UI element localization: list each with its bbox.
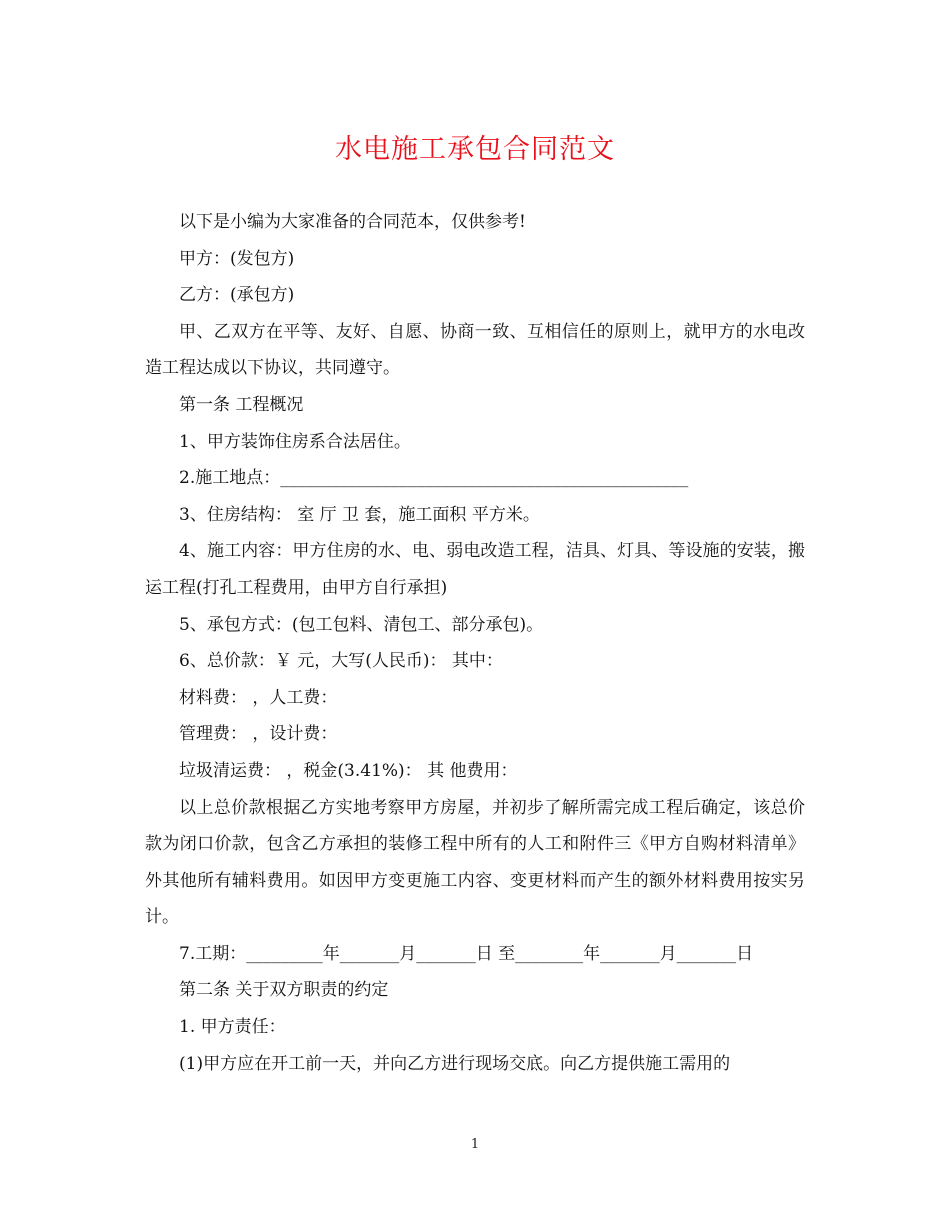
price-explanation: 以上总价款根据乙方实地考察甲方房屋，并初步了解所需完成工程后确定，该总价款为闭口价款，包含乙方承担的装修工程中所有的人工和附件三《甲方自购材料清单》外其他所有辅料费用。如因甲方变更施工内容、变更材料而产生的额外材料费用按实另计。: [145, 797, 805, 928]
party-a-line: 甲方：(发包方): [179, 248, 295, 269]
cost-management-design: 管理费： ，设计费：: [179, 724, 338, 745]
party-a-responsibility-heading: 1. 甲方责任：: [179, 1017, 286, 1038]
article-2-heading: 第二条 关于双方职责的约定: [179, 980, 389, 1001]
document-title: 水电施工承包合同范文: [335, 134, 615, 165]
intro-paragraph: 以下是小编为大家准备的合同范本，仅供参考!: [179, 212, 526, 232]
party-a-responsibility-1: (1)甲方应在开工前一天，并向乙方进行现场交底。向乙方提供施工需用的: [179, 1053, 731, 1074]
clause-1-1: 1、甲方装饰住房系合法居住。: [179, 431, 411, 452]
clause-construction-site: 2.施工地点：________________________________________________: [179, 468, 689, 489]
clause-total-price: 6、总价款：￥ 元，大写(人民币)： 其中：: [179, 651, 503, 672]
cost-waste-tax-other: 垃圾清运费： ，税金(3.41%)： 其 他费用：: [179, 760, 518, 781]
document-body: [145, 204, 805, 1082]
page-number: 1: [470, 1137, 480, 1152]
clause-housing-structure: 3、住房结构： 室 厅 卫 套，施工面积 平方米。: [179, 504, 540, 525]
agreement-preamble: 甲、乙双方在平等、友好、自愿、协商一致、互相信任的原则上，就甲方的水电改造工程达成以下协议，共同遵守。: [145, 321, 805, 379]
clause-construction-content: 4、施工内容：甲方住房的水、电、弱电改造工程，洁具、灯具、等设施的安装，搬运工程(打孔工程费用，由甲方自行承担): [145, 541, 805, 598]
clause-duration: 7.工期：_________年_______月_______日 至________年_______月_______日: [179, 943, 754, 964]
cost-materials-labor: 材料费： ，人工费：: [179, 687, 338, 708]
article-1-heading: 第一条 工程概况: [179, 394, 304, 415]
party-b-line: 乙方：(承包方): [179, 285, 295, 306]
clause-contract-method: 5、承包方式：(包工包料、清包工、部分承包)。: [179, 614, 544, 635]
